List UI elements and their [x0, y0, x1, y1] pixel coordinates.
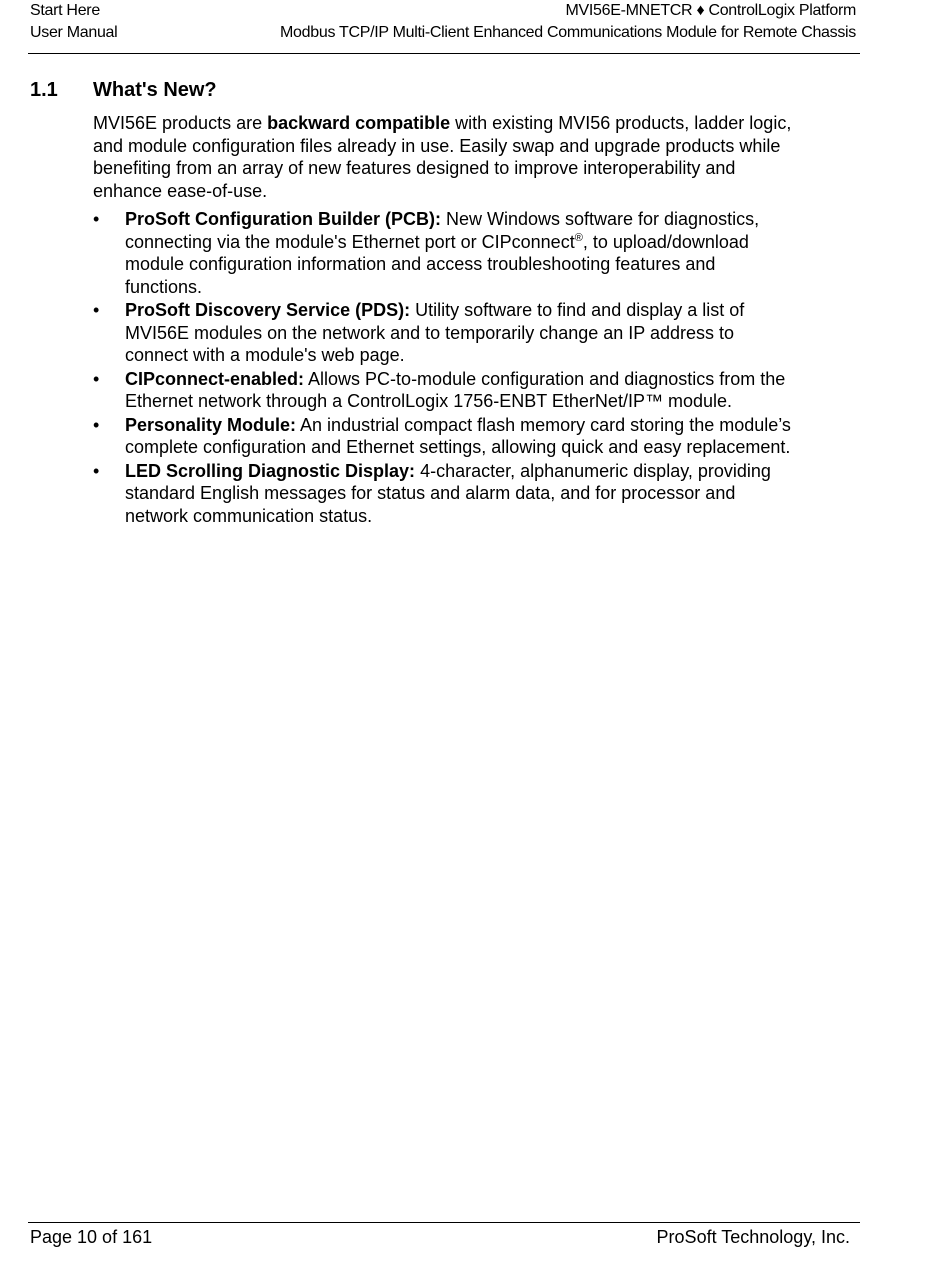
- header-product: MVI56E-MNETCR ♦ ControlLogix Platform: [565, 2, 856, 19]
- list-item: [93, 460, 793, 528]
- feature-name: ProSoft Discovery Service (PDS):: [125, 300, 411, 320]
- feature-description: 4-character, alphanumeric display, providing standard English messages for status and alarm data, and for processor and network communication status.: [125, 460, 771, 526]
- feature-description: An industrial compact flash memory card storing the module’s complete configuration and Ethernet settings, allowing quick and easy replacement.: [125, 414, 791, 457]
- header-right: [280, 0, 856, 44]
- bullet-icon: •: [93, 209, 100, 229]
- header-product-description: Modbus TCP/IP Multi-Client Enhanced Communications Module for Remote Chassis: [280, 24, 856, 41]
- list-item: [93, 414, 793, 459]
- feature-name: CIPconnect-enabled:: [125, 368, 305, 389]
- feature-name: ProSoft Configuration Builder (PCB):: [125, 209, 441, 229]
- header-doc-type: User Manual: [30, 24, 118, 41]
- feature-description: Allows PC-to-module configuration and diagnostics from the Ethernet network through a ControlLogix 1756-ENBT EtherNet/IP™ module.: [125, 368, 786, 411]
- header-section-name: Start Here: [30, 2, 100, 19]
- section-number: 1.1: [30, 79, 58, 101]
- intro-paragraph: [93, 112, 793, 202]
- footer-company: ProSoft Technology, Inc.: [656, 1227, 850, 1247]
- feature-description: New Windows software for diagnostics, connecting via the module's Ethernet port or CIPconnect: [125, 209, 760, 252]
- header-left: [30, 0, 117, 44]
- bullet-icon: •: [93, 460, 100, 481]
- feature-description-cont: , to upload/download module configuration information and access troubleshooting features and functions.: [125, 231, 749, 297]
- section-title: What's New?: [93, 79, 217, 101]
- list-item: [93, 208, 793, 298]
- feature-name: LED Scrolling Diagnostic Display:: [125, 460, 416, 481]
- document-body: [93, 112, 793, 528]
- feature-list: [93, 208, 793, 527]
- intro-text-bold: backward compatible: [267, 113, 451, 133]
- bullet-icon: •: [93, 414, 100, 435]
- bullet-icon: •: [93, 368, 100, 389]
- bullet-icon: •: [93, 300, 100, 320]
- section-heading: [30, 77, 217, 103]
- list-item: [93, 368, 793, 413]
- feature-name: Personality Module:: [125, 414, 297, 435]
- list-item: [93, 299, 793, 367]
- page-number: Page 10 of 161: [30, 1227, 153, 1247]
- footer-divider: [28, 1222, 860, 1223]
- intro-text-post: with existing MVI56 products, ladder logic, and module configuration files already in use. Easily swap and upgrade products while benefiting from an array of new features designed to improve interoperability and enhance ease-of-use.: [93, 113, 792, 201]
- registered-mark: ®: [574, 231, 583, 244]
- intro-text-pre: MVI56E products are: [93, 113, 268, 133]
- feature-description: Utility software to find and display a list of MVI56E modules on the network and to temporarily change an IP address to connect with a module's web page.: [125, 300, 745, 365]
- header-divider: [28, 53, 860, 54]
